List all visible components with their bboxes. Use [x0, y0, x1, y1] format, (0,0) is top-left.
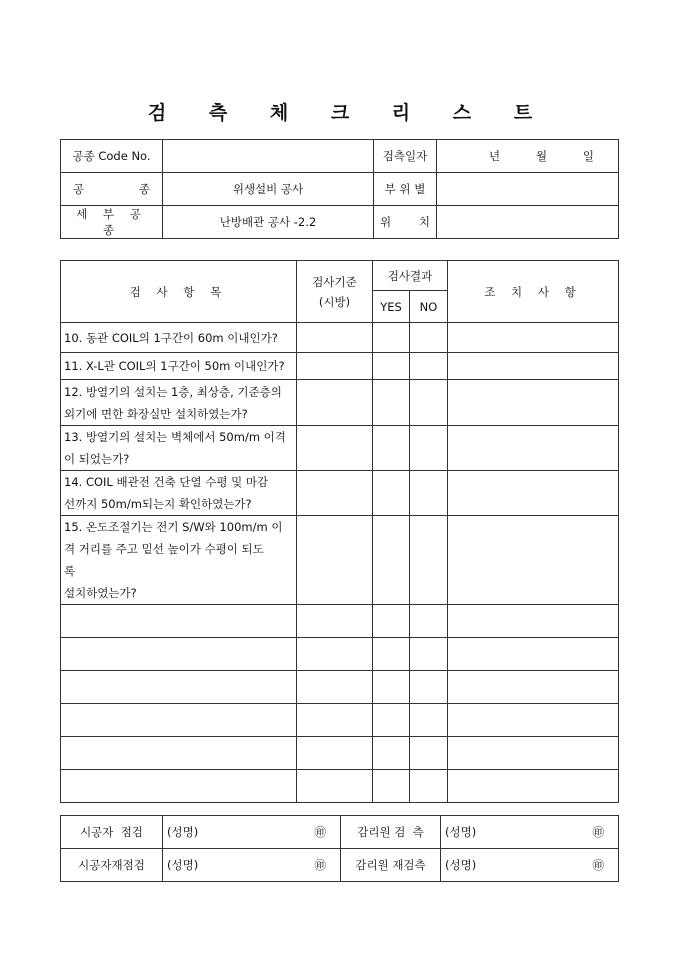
subtrade-value[interactable]: 난방배관 공사 -2.2 [163, 206, 374, 239]
name-placeholder: (성명) [445, 858, 477, 872]
action-cell[interactable] [448, 704, 619, 737]
yes-cell[interactable] [373, 770, 410, 803]
action-cell[interactable] [448, 323, 619, 353]
trade-label-a: 공 [73, 182, 85, 196]
item-text [61, 737, 297, 770]
no-cell[interactable] [410, 426, 448, 471]
month-label: 월 [535, 149, 548, 163]
no-cell[interactable] [410, 323, 448, 353]
action-cell[interactable] [448, 770, 619, 803]
yes-cell[interactable] [373, 671, 410, 704]
table-row [61, 704, 619, 737]
yes-cell[interactable] [373, 704, 410, 737]
yes-cell[interactable] [373, 426, 410, 471]
item-text [61, 605, 297, 638]
yes-cell[interactable] [373, 323, 410, 353]
contractor-check-label: 시공자 점검 [61, 816, 163, 849]
no-cell[interactable] [410, 471, 448, 516]
table-row [61, 353, 619, 380]
header-standard-sub: (시방) [318, 294, 351, 309]
seal-icon: ㊞ [314, 858, 326, 872]
no-cell[interactable] [410, 353, 448, 380]
table-row [61, 671, 619, 704]
action-cell[interactable] [448, 737, 619, 770]
no-cell[interactable] [410, 638, 448, 671]
location-label-a: 위 [380, 215, 392, 229]
standard-cell[interactable] [297, 380, 373, 426]
item-text: 13. 방열기의 설치는 벽체에서 50m/m 이격 이 되었는가? [61, 426, 297, 471]
yes-cell[interactable] [373, 380, 410, 426]
signoff-table [60, 815, 619, 882]
standard-cell[interactable] [297, 426, 373, 471]
seal-icon: ㊞ [592, 858, 604, 872]
table-row [61, 380, 619, 426]
item-text: 11. X-L관 COIL의 1구간이 50m 이내인가? [61, 353, 297, 380]
contractor-check-signature[interactable] [163, 816, 341, 849]
table-row [61, 737, 619, 770]
item-text: 12. 방열기의 설치는 1층, 최상층, 기준층의 외기에 면한 화장실만 설치하였는가? [61, 380, 297, 426]
table-row [61, 516, 619, 605]
table-row [61, 770, 619, 803]
yes-cell[interactable] [373, 638, 410, 671]
header-no: NO [410, 291, 448, 323]
day-label: 일 [582, 149, 594, 163]
trade-label [61, 173, 163, 206]
location-label-b: 치 [418, 215, 430, 229]
info-table [60, 139, 619, 239]
code-value[interactable] [163, 140, 374, 173]
supervisor-check-signature[interactable] [441, 816, 619, 849]
standard-cell[interactable] [297, 671, 373, 704]
yes-cell[interactable] [373, 516, 410, 605]
action-cell[interactable] [448, 605, 619, 638]
table-row [61, 638, 619, 671]
action-cell[interactable] [448, 671, 619, 704]
item-text [61, 704, 297, 737]
part-value[interactable] [437, 173, 619, 206]
header-result: 검사결과 [373, 261, 448, 291]
page-title: 검 측 체 크 리 스 트 [147, 102, 551, 124]
subtrade-label: 세 부 공 종 [61, 206, 163, 239]
seal-icon: ㊞ [314, 825, 326, 839]
action-cell[interactable] [448, 380, 619, 426]
location-label [374, 206, 437, 239]
item-text: 10. 동관 COIL의 1구간이 60m 이내인가? [61, 323, 297, 353]
table-row [61, 426, 619, 471]
trade-label-b: 종 [138, 182, 150, 196]
action-cell[interactable] [448, 353, 619, 380]
table-row [61, 323, 619, 353]
no-cell[interactable] [410, 737, 448, 770]
action-cell[interactable] [448, 471, 619, 516]
standard-cell[interactable] [297, 770, 373, 803]
date-value[interactable] [437, 140, 619, 173]
standard-cell[interactable] [297, 605, 373, 638]
standard-cell[interactable] [297, 704, 373, 737]
standard-cell[interactable] [297, 323, 373, 353]
standard-cell[interactable] [297, 737, 373, 770]
header-yes: YES [373, 291, 410, 323]
standard-cell[interactable] [297, 638, 373, 671]
standard-cell[interactable] [297, 353, 373, 380]
no-cell[interactable] [410, 671, 448, 704]
name-placeholder: (성명) [167, 858, 199, 872]
yes-cell[interactable] [373, 737, 410, 770]
item-text [61, 671, 297, 704]
inspection-table [60, 260, 619, 803]
no-cell[interactable] [410, 704, 448, 737]
year-label: 년 [489, 149, 501, 163]
date-label: 검측일자 [374, 140, 437, 173]
header-item: 검 사 항 목 [61, 261, 297, 323]
supervisor-recheck-signature[interactable] [441, 849, 619, 882]
no-cell[interactable] [410, 605, 448, 638]
code-label: 공종 Code No. [61, 140, 163, 173]
action-cell[interactable] [448, 516, 619, 605]
yes-cell[interactable] [373, 605, 410, 638]
header-standard-label: 검사기준 [312, 274, 357, 289]
action-cell[interactable] [448, 638, 619, 671]
table-row [61, 471, 619, 516]
yes-cell[interactable] [373, 471, 410, 516]
yes-cell[interactable] [373, 353, 410, 380]
item-text [61, 770, 297, 803]
contractor-recheck-label: 시공자재점검 [61, 849, 163, 882]
location-value[interactable] [437, 206, 619, 239]
no-cell[interactable] [410, 380, 448, 426]
header-action: 조 치 사 항 [448, 261, 619, 323]
contractor-recheck-signature[interactable] [163, 849, 341, 882]
no-cell[interactable] [410, 516, 448, 605]
name-placeholder: (성명) [167, 825, 199, 839]
item-text: 14. COIL 배관전 건축 단열 수평 및 마감 선까지 50m/m되는지 확인하였는가? [61, 471, 297, 516]
no-cell[interactable] [410, 770, 448, 803]
item-text [61, 638, 297, 671]
header-standard [297, 261, 373, 323]
seal-icon: ㊞ [592, 825, 604, 839]
standard-cell[interactable] [297, 471, 373, 516]
standard-cell[interactable] [297, 516, 373, 605]
supervisor-check-label: 감리원 검 측 [341, 816, 441, 849]
trade-value[interactable]: 위생설비 공사 [163, 173, 374, 206]
item-text: 15. 온도조절기는 전기 S/W와 100m/m 이 격 거리를 주고 밑선 높이가 수평이 되도 록 설치하였는가? [61, 516, 297, 605]
supervisor-recheck-label: 감리원 재검측 [341, 849, 441, 882]
table-row [61, 605, 619, 638]
action-cell[interactable] [448, 426, 619, 471]
name-placeholder: (성명) [445, 825, 477, 839]
part-label: 부 위 별 [374, 173, 437, 206]
